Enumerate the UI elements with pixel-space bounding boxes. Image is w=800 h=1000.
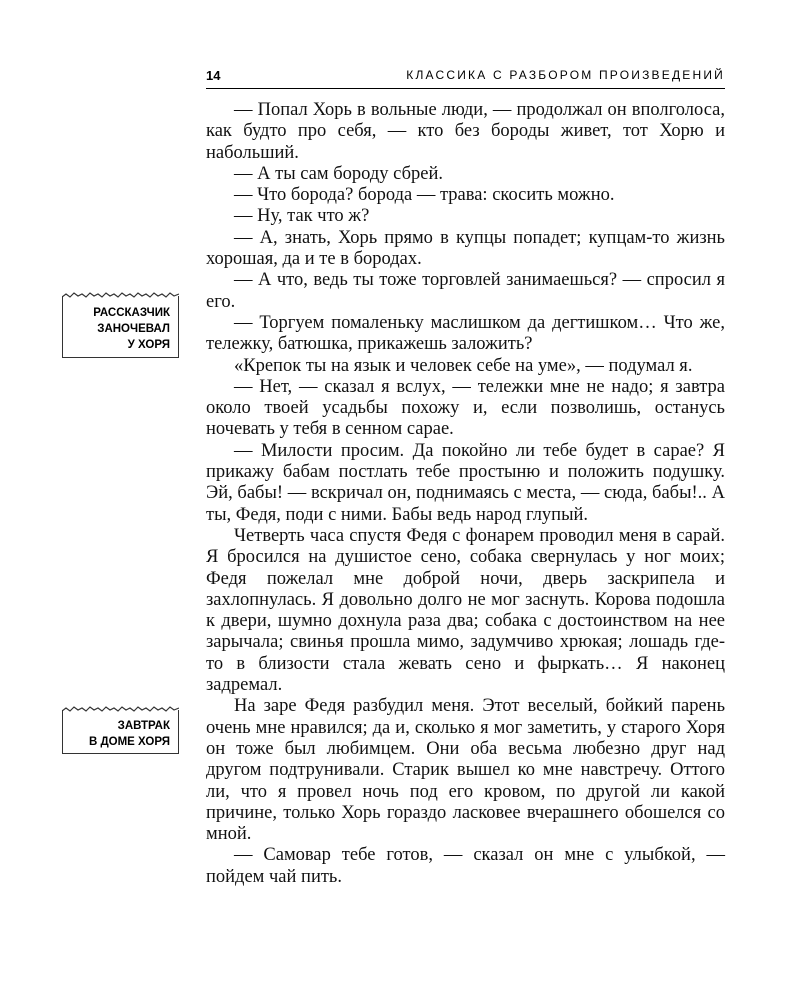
paragraph: — Нет, — сказал я вслух, — тележки мне не надо; я завтра около твоей усадьбы похожу и, если позволишь, останусь ночевать у тебя в сенном сарае. <box>206 376 725 440</box>
paragraph: — А, знать, Хорь прямо в купцы попадет; купцам-то жизнь хорошая, да и те в бородах. <box>206 227 725 270</box>
paragraph: — А что, ведь ты тоже торговлей занимаешься? — спросил я его. <box>206 270 725 312</box>
torn-edge-icon <box>62 705 179 713</box>
paragraph: Четверть часа спустя Федя с фонарем проводил меня в сарай. Я бросился на душистое сено, собака свернулась у ног моих; Федя пожелал мне доброй ночи, дверь заскрипела и захлопнулась. Я довольно долго не мог заснуть. Корова подошла к двери, шумно дохнула раза два; собака с достоинством на нее зарычала; свинья прошла мимо, задумчиво хрюкая; лошадь где-то в близости стала жевать сено и фыркать… Я наконец задремал. <box>206 525 725 696</box>
body-text <box>206 100 725 888</box>
paragraph: — А ты сам бороду сбрей. <box>234 163 443 184</box>
paragraph: — Милости просим. Да покойно ли тебе будет в сарае? Я прикажу бабам постлать тебе простыню и положить подушку. Эй, бабы! — вскричал он, поднимаясь с места, — сюда, бабы!.. А ты, Федя, поди с ними. Бабы ведь народ глупый. <box>206 440 725 525</box>
paragraph: На заре Федя разбудил меня. Этот веселый, бойкий парень очень мне нравился; да и, сколько я мог заметить, у старого Хоря он тоже был любимцем. Они оба весьма любезно друг над другом подтрунивали. Старик вышел ко мне навстречу. Оттого ли, что я провел ночь под его кровом, по другой ли какой причине, только Хорь гораздо ласковее вчерашнего обошелся со мной. <box>206 696 725 845</box>
paragraph: — Ну, так что ж? <box>234 206 370 227</box>
running-head <box>206 64 725 89</box>
margin-note-breakfast <box>62 710 179 754</box>
margin-note-text: ЗАВТРАК В ДОМЕ ХОРЯ <box>88 720 170 748</box>
paragraph: — Что борода? борода — трава: скосить можно. <box>234 185 615 206</box>
paragraph: — Торгуем помаленьку маслишком да дегтишком… Что же, тележку, батюшка, прикажешь заложить? <box>206 312 725 355</box>
paragraph: — Самовар тебе готов, — сказал он мне с улыбкой, — пойдем чай пить. <box>206 845 725 887</box>
torn-edge-icon <box>62 291 179 299</box>
margin-note-text: РАССКАЗЧИК ЗАНОЧЕВАЛ У ХОРЯ <box>93 307 170 351</box>
margin-note-narrator-overnight <box>62 296 179 358</box>
page-number: 14 <box>206 68 221 83</box>
running-head-title: КЛАССИКА С РАЗБОРОМ ПРОИЗВЕДЕНИЙ <box>406 68 725 82</box>
paragraph: «Крепок ты на язык и человек себе на уме», — подумал я. <box>234 355 693 376</box>
paragraph: — Попал Хорь в вольные люди, — продолжал он вполголоса, как будто про себя, — кто без бороды живет, тот Хорю и набольший. <box>206 100 725 163</box>
